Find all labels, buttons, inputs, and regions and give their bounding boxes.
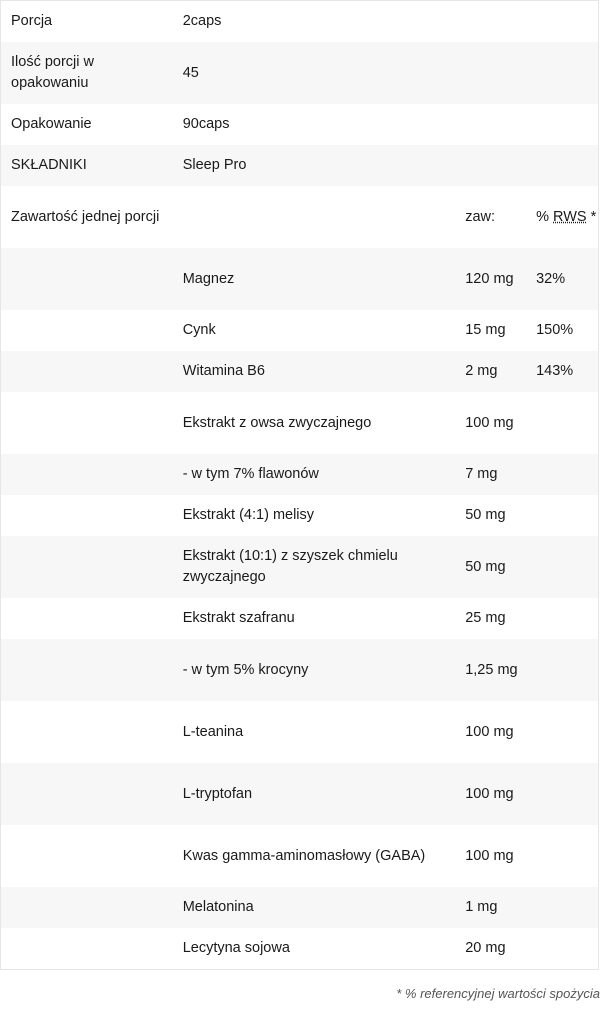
row-value: 45 bbox=[182, 64, 199, 81]
ingredient-name: Cynk bbox=[182, 322, 216, 338]
ingredient-amount: 1,25 mg bbox=[465, 661, 518, 678]
table-row bbox=[1, 701, 598, 763]
ingredient-amount: 100 mg bbox=[465, 785, 514, 802]
row-value: 2caps bbox=[182, 13, 222, 29]
table-row bbox=[1, 351, 598, 392]
rws-suffix: * bbox=[586, 208, 597, 225]
serving-content-label: Zawartość jednej porcji bbox=[11, 208, 160, 225]
ingredient-name: - w tym 5% krocyny bbox=[182, 661, 309, 678]
table-row bbox=[1, 536, 598, 598]
rws-abbr: RWS bbox=[553, 208, 587, 225]
ingredient-amount: 20 mg bbox=[465, 940, 506, 956]
ingredient-name: Ekstrakt (4:1) melisy bbox=[182, 507, 315, 523]
ingredient-amount: 120 mg bbox=[465, 270, 514, 287]
ingredient-amount: 100 mg bbox=[465, 414, 514, 431]
row-label: Opakowanie bbox=[11, 116, 92, 132]
rws-prefix: % bbox=[536, 208, 554, 225]
table-row bbox=[1, 495, 598, 536]
table-row bbox=[1, 763, 598, 825]
ingredient-rws: 143% bbox=[536, 363, 574, 379]
ingredient-amount: 15 mg bbox=[465, 322, 506, 338]
row-label: Ilość porcji w opakowaniu bbox=[11, 54, 94, 91]
table-row bbox=[1, 598, 598, 639]
rws-header bbox=[526, 207, 598, 228]
ingredient-rws: 150% bbox=[536, 322, 574, 338]
row-value: 90caps bbox=[182, 116, 230, 132]
ingredient-name: Witamina B6 bbox=[182, 363, 265, 379]
column-header-row bbox=[1, 186, 598, 248]
ingredient-rws: 32% bbox=[536, 270, 566, 287]
table-row bbox=[1, 887, 598, 928]
ingredient-name: Lecytyna sojowa bbox=[182, 940, 290, 956]
ingredient-name: Ekstrakt szafranu bbox=[182, 610, 295, 626]
ingredient-name: Ekstrakt z owsa zwyczajnego bbox=[182, 414, 372, 431]
table-row bbox=[1, 392, 598, 454]
ingredient-name: Ekstrakt (10:1) z szyszek chmielu zwyczajnego bbox=[182, 548, 398, 585]
table-row bbox=[1, 310, 598, 351]
table-row bbox=[1, 825, 598, 887]
ingredient-amount: 100 mg bbox=[465, 723, 514, 740]
ingredient-name: - w tym 7% flawonów bbox=[182, 466, 319, 482]
ingredient-amount: 100 mg bbox=[465, 847, 514, 864]
table-row bbox=[1, 454, 598, 495]
table-row bbox=[1, 104, 598, 145]
row-label: Porcja bbox=[11, 13, 53, 29]
ingredient-name: Magnez bbox=[182, 270, 235, 287]
ingredient-name: L-teanina bbox=[182, 723, 244, 740]
footnote: * % referencyjnej wartości spożycia bbox=[396, 986, 600, 1001]
table-row bbox=[1, 42, 598, 104]
ingredient-name: Melatonina bbox=[182, 899, 254, 915]
ingredient-amount: 7 mg bbox=[465, 466, 498, 482]
amount-header: zaw: bbox=[465, 208, 496, 225]
ingredient-name: L-tryptofan bbox=[182, 785, 253, 802]
row-label: SKŁADNIKI bbox=[11, 157, 87, 173]
ingredient-amount: 2 mg bbox=[465, 363, 498, 379]
row-value: Sleep Pro bbox=[182, 157, 247, 173]
table-row bbox=[1, 639, 598, 701]
table-row bbox=[1, 928, 598, 969]
ingredient-amount: 50 mg bbox=[465, 558, 506, 575]
table-row bbox=[1, 1, 598, 42]
table-row bbox=[1, 248, 598, 310]
ingredient-name: Kwas gamma-aminomasłowy (GABA) bbox=[182, 847, 426, 864]
ingredient-amount: 25 mg bbox=[465, 610, 506, 626]
ingredient-amount: 50 mg bbox=[465, 507, 506, 523]
ingredient-amount: 1 mg bbox=[465, 899, 498, 915]
table-row bbox=[1, 145, 598, 186]
